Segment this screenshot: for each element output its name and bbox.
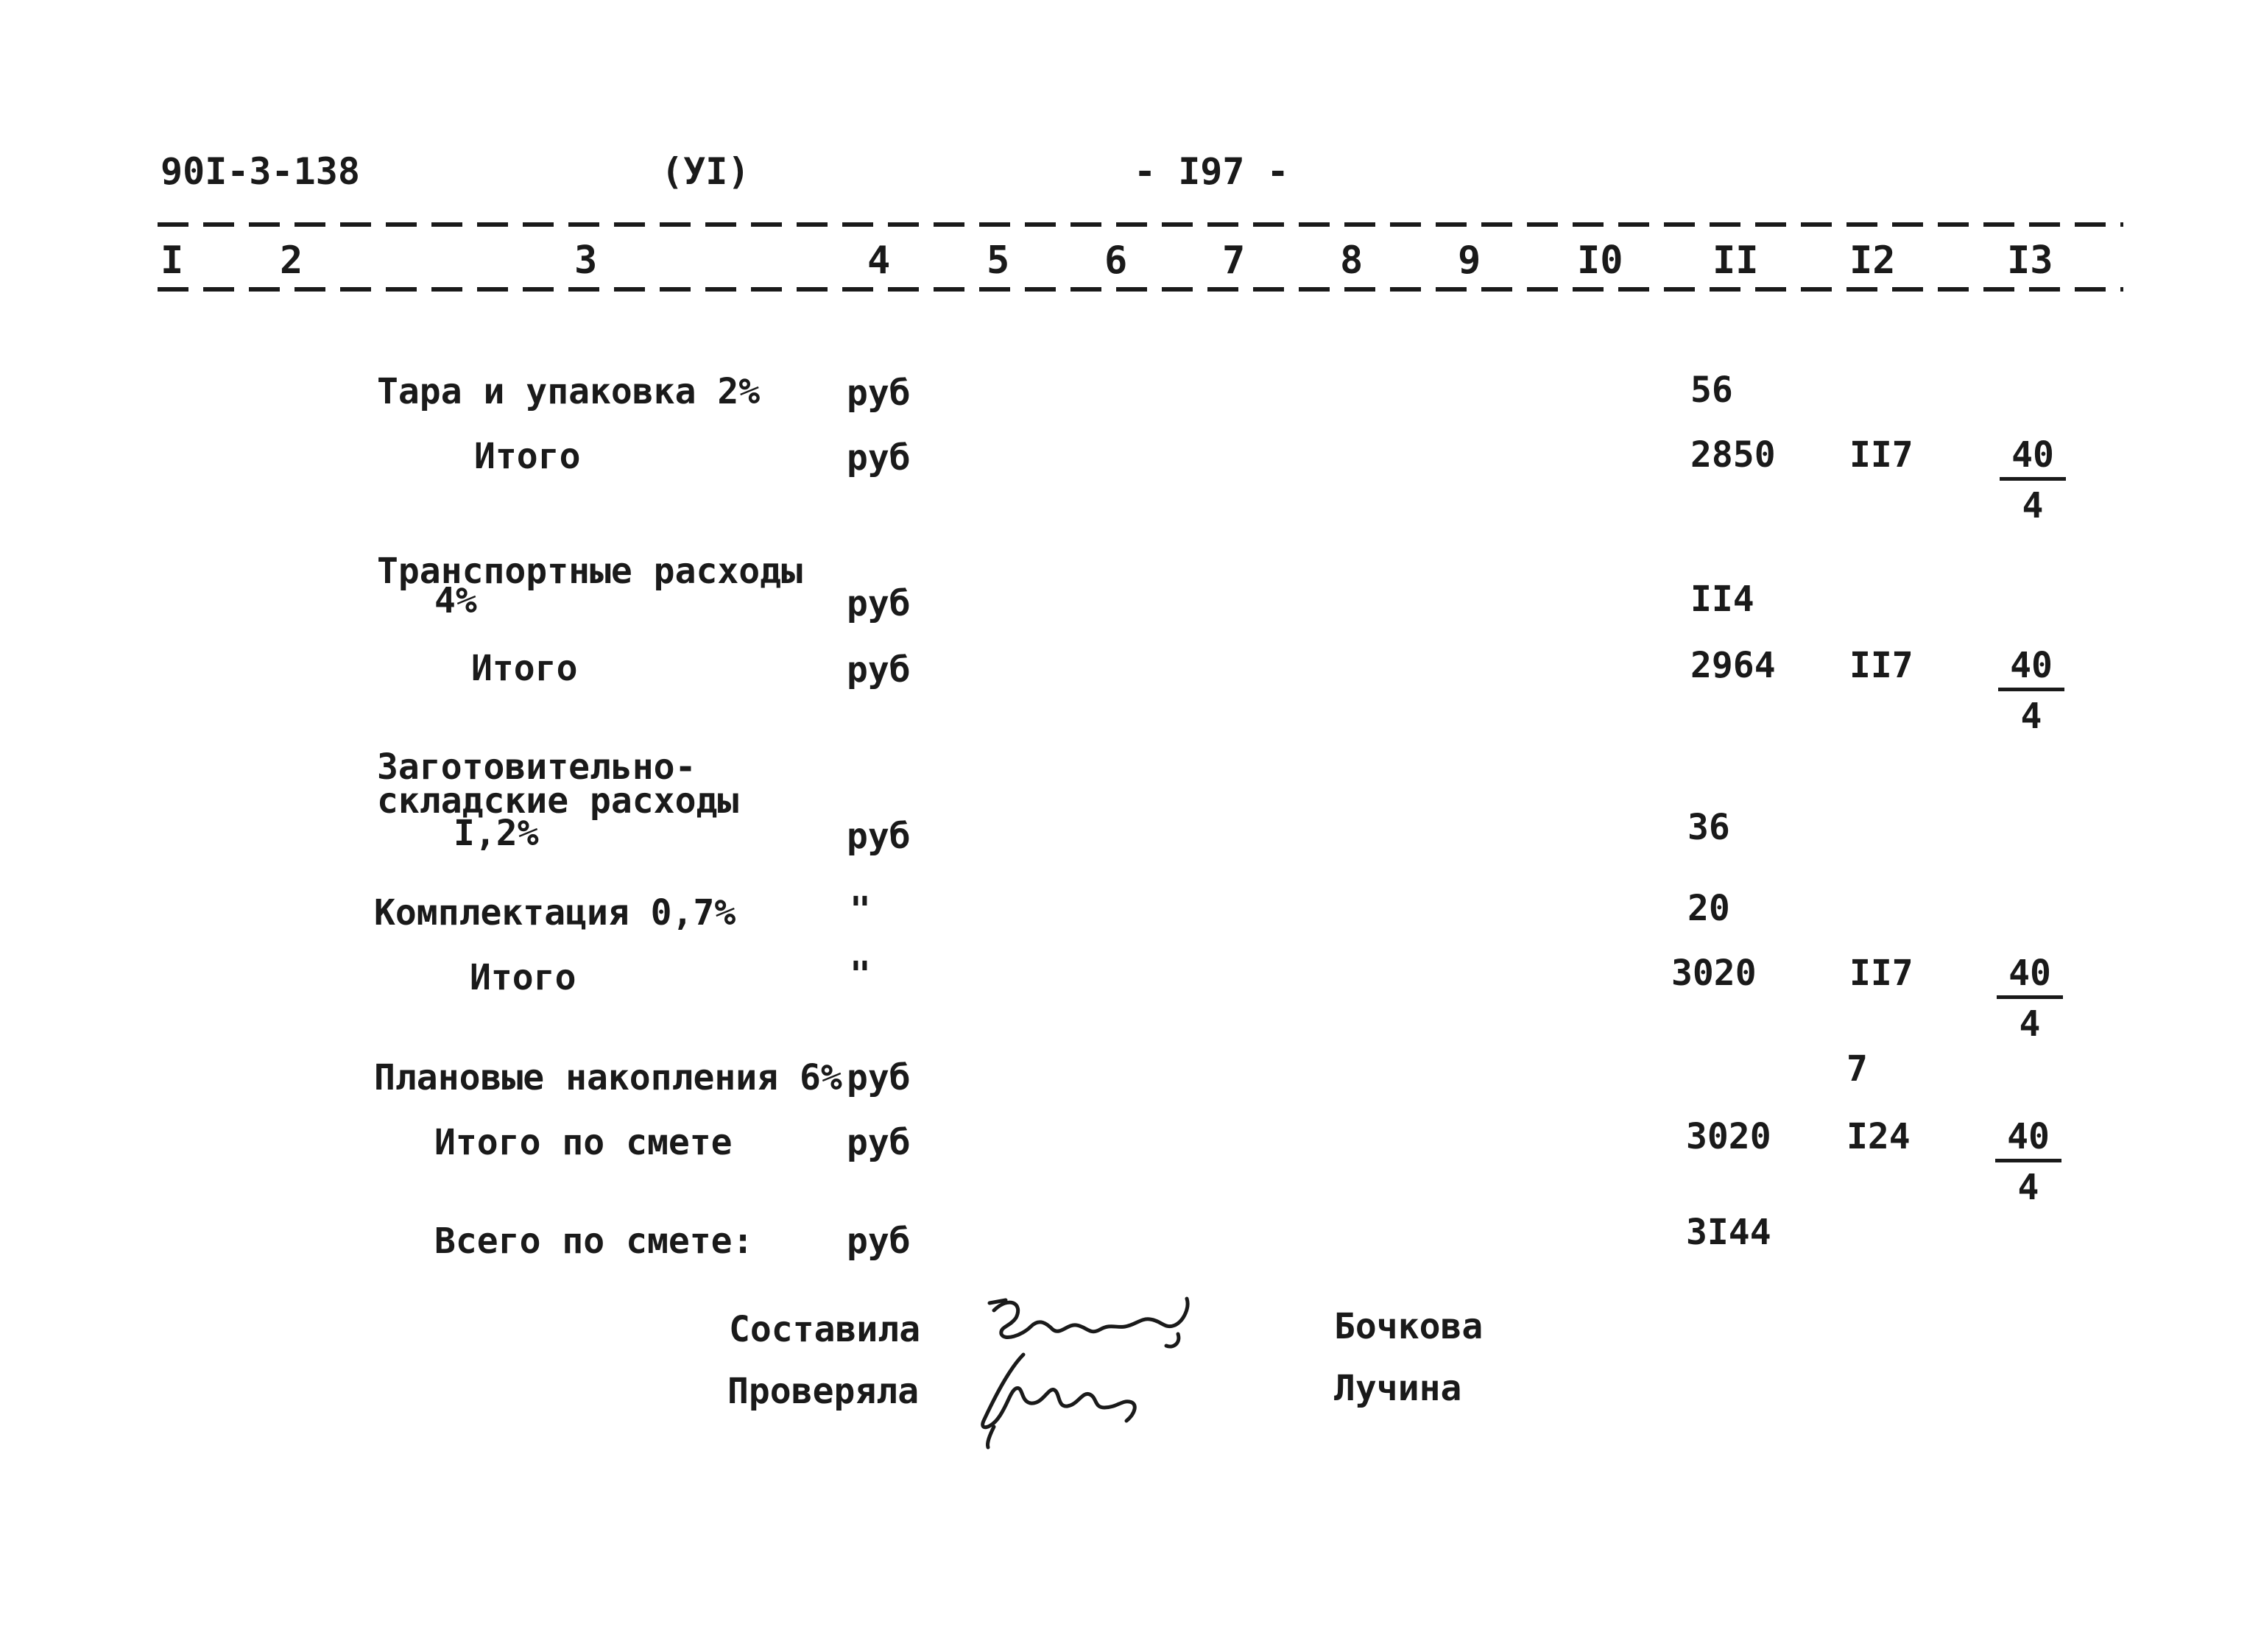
signature-name-compiled: Бочкова xyxy=(1334,1306,1484,1347)
fraction-denominator: 4 xyxy=(2017,1167,2039,1208)
section-number: (УI) xyxy=(661,150,750,193)
row-amount: 3I44 xyxy=(1686,1212,1771,1253)
row-label: Итого xyxy=(471,648,578,689)
row-label: Итого xyxy=(470,957,576,998)
row-label: Заготовительно- xyxy=(377,746,696,788)
fraction-denominator: 4 xyxy=(2019,1003,2041,1045)
row-unit: руб xyxy=(847,1221,911,1262)
row-unit: руб xyxy=(847,583,911,624)
row-amount: 20 xyxy=(1687,888,1730,929)
row-label: Итого xyxy=(474,436,581,477)
column-header-3: 3 xyxy=(574,239,598,283)
row-label: складские расходы xyxy=(377,780,739,822)
row-labor: II7 xyxy=(1849,953,1913,994)
fraction-numerator: 40 xyxy=(1995,1119,2061,1162)
column-header-4: 4 xyxy=(867,239,891,283)
row-labor: I24 xyxy=(1846,1116,1911,1157)
row-amount: 36 xyxy=(1687,807,1730,848)
row-amount: 3020 xyxy=(1686,1116,1771,1157)
row-unit: руб xyxy=(847,649,911,691)
row-fraction xyxy=(1997,953,2063,1045)
row-label: Всего по смете: xyxy=(434,1221,754,1262)
row-labor: 7 xyxy=(1846,1048,1868,1090)
signature-name-checked: Лучина xyxy=(1334,1368,1462,1409)
header-bottom-rule xyxy=(158,287,2123,292)
handwritten-signature-checked xyxy=(972,1340,1163,1453)
row-unit: руб xyxy=(847,373,911,414)
row-fraction xyxy=(1995,1116,2061,1208)
column-header-7: 7 xyxy=(1222,239,1246,283)
row-fraction xyxy=(2000,434,2066,526)
signature-role-compiled: Составила xyxy=(729,1309,921,1350)
row-fraction xyxy=(1998,645,2064,737)
row-label: Комплектация 0,7% xyxy=(374,892,736,933)
column-header-8: 8 xyxy=(1340,239,1364,283)
row-label: 4% xyxy=(434,580,477,621)
row-labor: II7 xyxy=(1849,645,1913,686)
row-unit: руб xyxy=(847,1057,911,1098)
row-label: Плановые накопления 6% xyxy=(374,1057,842,1098)
column-header-11: II xyxy=(1712,239,1759,283)
column-header-6: 6 xyxy=(1104,239,1128,283)
row-label: Транспортные расходы xyxy=(377,551,803,592)
row-unit: " xyxy=(850,889,871,931)
row-labor: II7 xyxy=(1849,434,1913,476)
row-unit: руб xyxy=(847,816,911,857)
fraction-numerator: 40 xyxy=(2000,437,2066,481)
row-unit: руб xyxy=(847,1122,911,1163)
column-header-12: I2 xyxy=(1849,239,1896,283)
document-code: 90I-3-138 xyxy=(161,150,360,193)
row-label: Итого по смете xyxy=(434,1122,733,1163)
column-header-5: 5 xyxy=(987,239,1010,283)
column-header-2: 2 xyxy=(280,239,303,283)
row-amount: 3020 xyxy=(1671,953,1757,994)
fraction-numerator: 40 xyxy=(1997,956,2063,999)
fraction-numerator: 40 xyxy=(1998,648,2064,691)
column-header-10: I0 xyxy=(1577,239,1623,283)
row-unit: " xyxy=(850,954,871,995)
row-label: Тара и упаковка 2% xyxy=(377,371,761,412)
row-amount: 2850 xyxy=(1690,434,1776,476)
column-header-1: I xyxy=(161,239,184,283)
fraction-denominator: 4 xyxy=(2020,696,2042,737)
row-amount: II4 xyxy=(1690,579,1754,620)
fraction-denominator: 4 xyxy=(2022,485,2044,526)
row-amount: 56 xyxy=(1690,370,1733,411)
header-top-rule xyxy=(158,222,2123,227)
row-unit: руб xyxy=(847,437,911,479)
column-header-9: 9 xyxy=(1458,239,1481,283)
row-amount: 2964 xyxy=(1690,645,1776,686)
signature-role-checked: Проверяла xyxy=(727,1371,920,1412)
page-number: - I97 - xyxy=(1134,150,1289,193)
column-header-13: I3 xyxy=(2007,239,2053,283)
row-label: I,2% xyxy=(454,813,539,854)
